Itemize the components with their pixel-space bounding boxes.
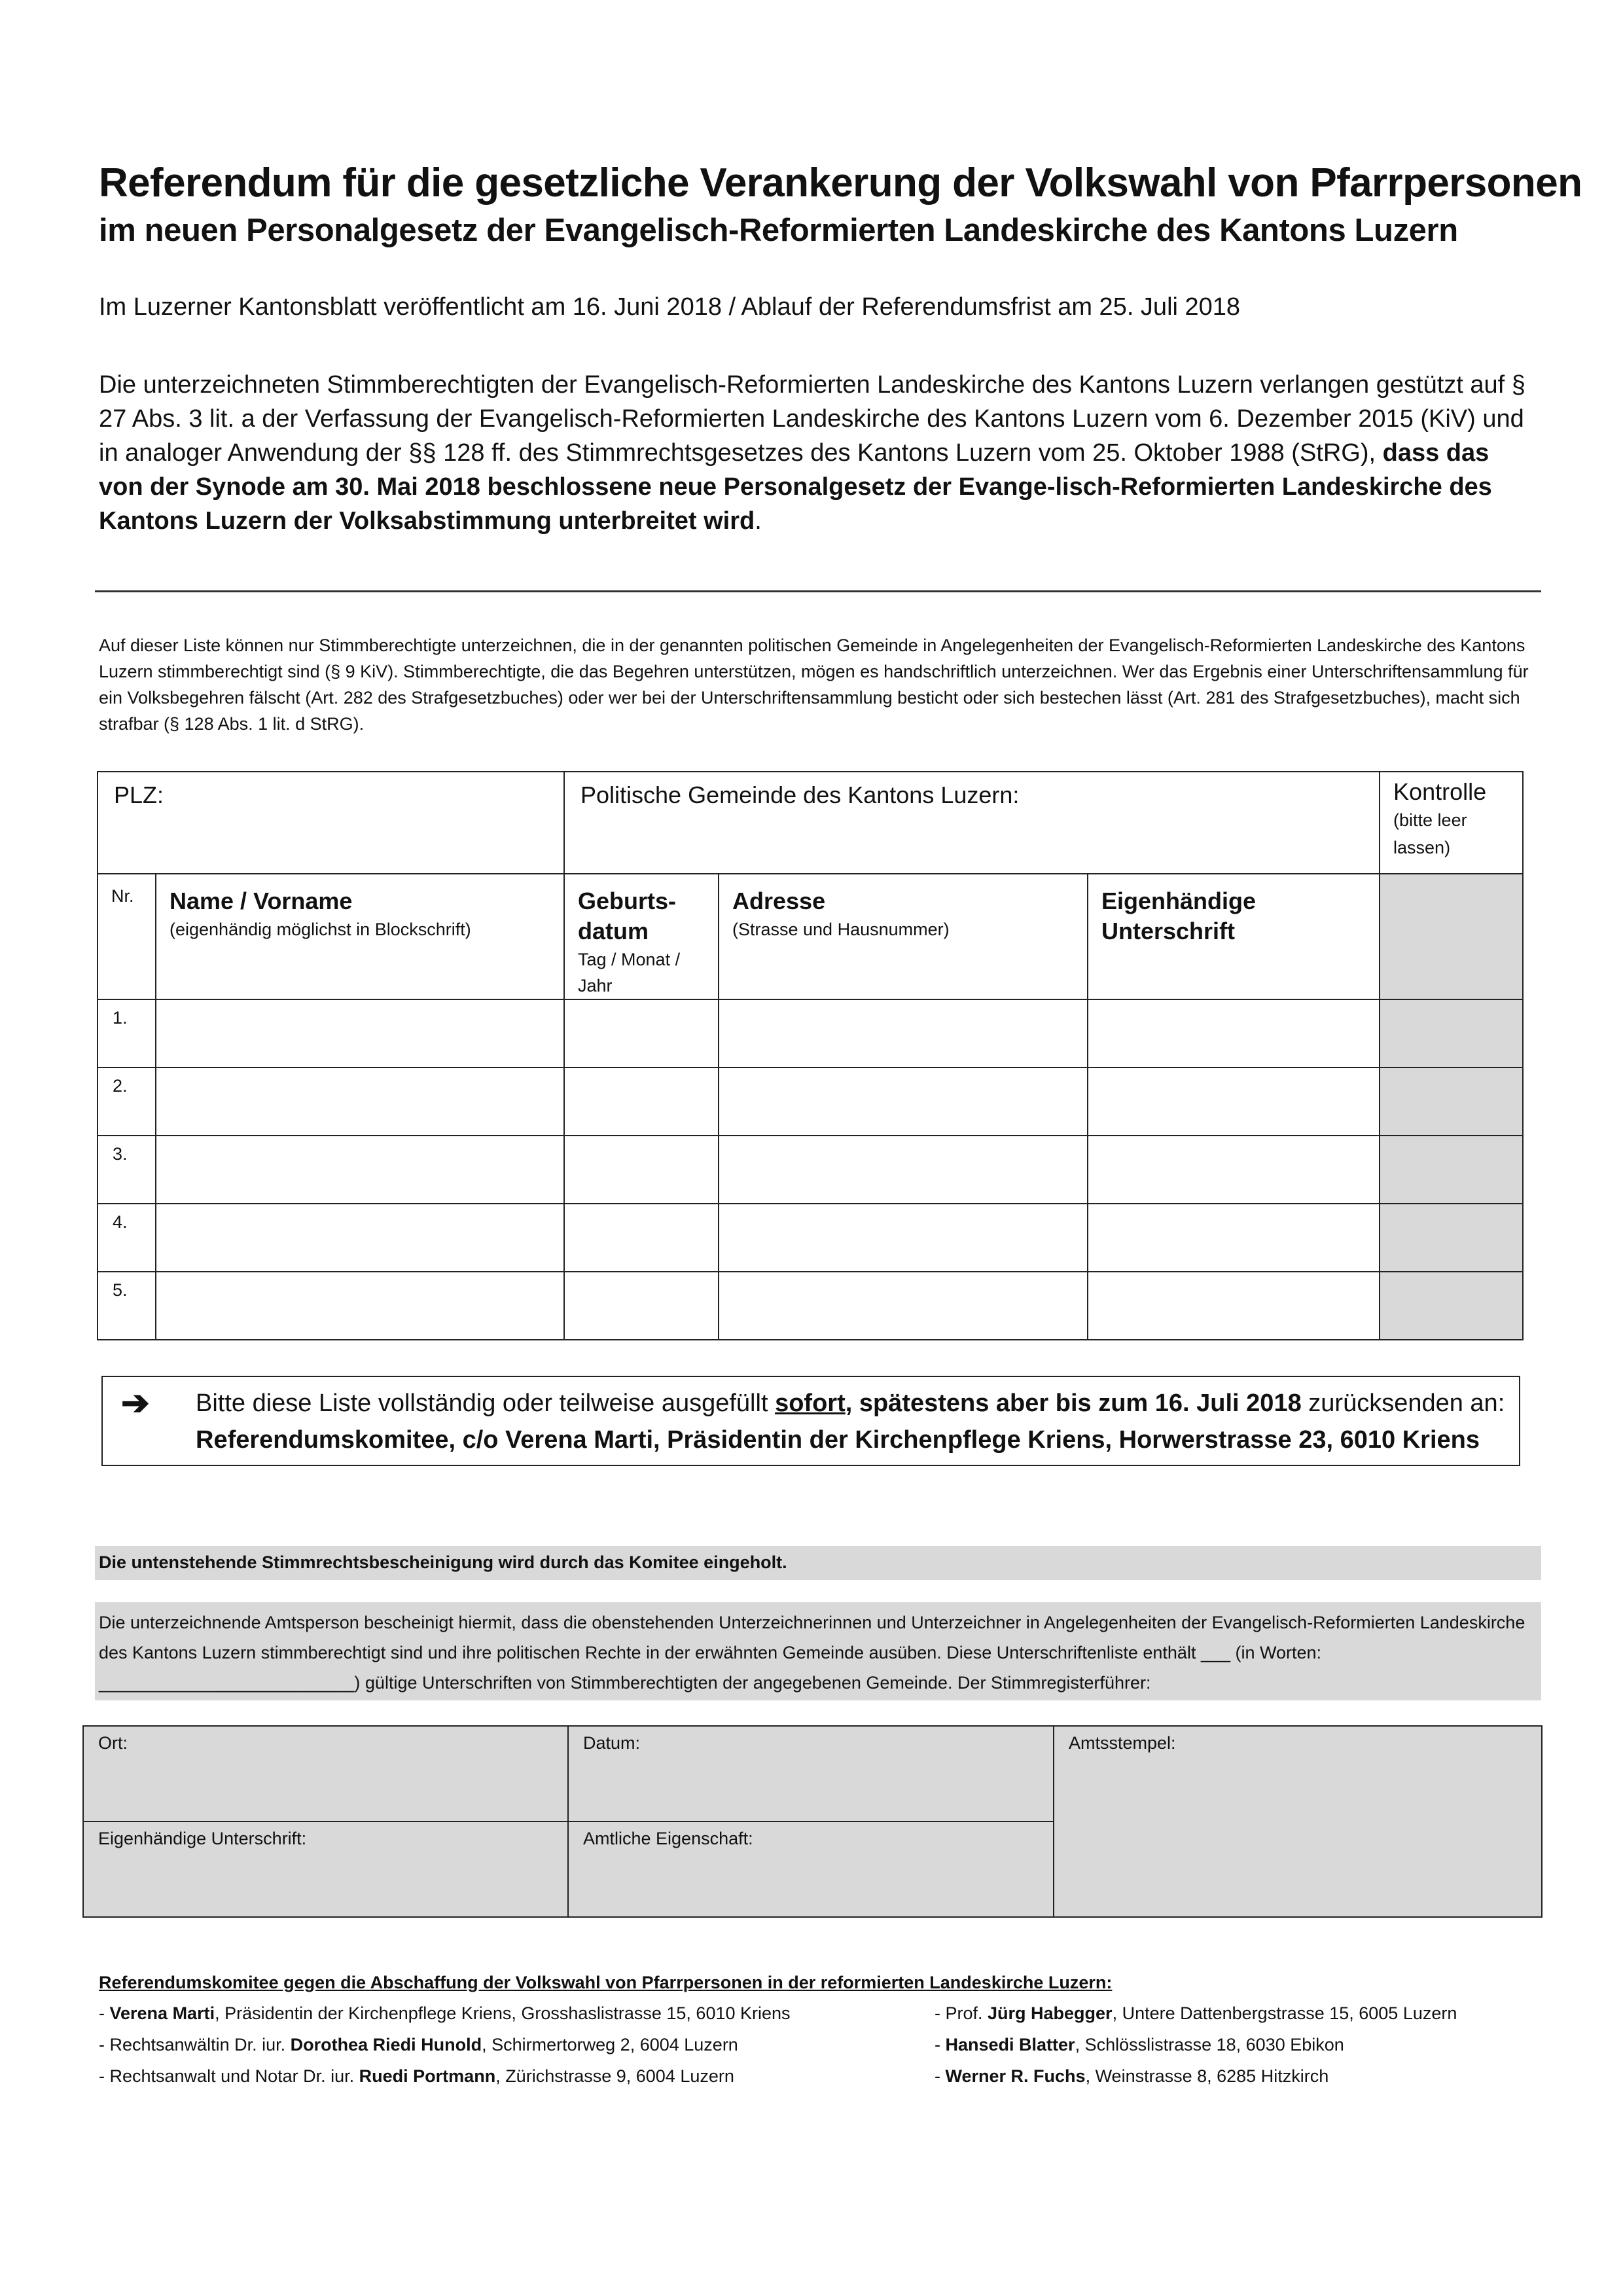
name-cell[interactable] <box>156 1136 564 1204</box>
committee-member <box>99 2060 791 2092</box>
intro-end: . <box>755 507 762 535</box>
committee-member <box>935 2029 1457 2060</box>
row-number <box>98 1204 156 1272</box>
signature-cell[interactable] <box>1088 999 1380 1067</box>
kontrolle-label: Kontrolle <box>1393 778 1487 805</box>
plz-label: PLZ: <box>114 781 164 808</box>
member-name: Verena Marti <box>109 2003 215 2023</box>
kontrolle-cell <box>1380 999 1523 1067</box>
return-text-c: zurücksenden an: <box>1301 1390 1505 1417</box>
signature-cell[interactable] <box>1088 1272 1380 1340</box>
intro-bold-text: dass das von der Synode am 30. Mai 2018 beschlossene neue Personalgesetz der Evange-lisch-Reformierten Landeskirche des Kantons Luzern der Volksabstimmung unterbreitet wird <box>99 439 1492 535</box>
amtliche-eigenschaft-label: Amtliche Eigenschaft: <box>583 1829 753 1848</box>
row-number <box>98 1272 156 1340</box>
member-prefix: - Rechtsanwältin Dr. iur. <box>99 2035 291 2054</box>
legal-notice: Auf dieser Liste können nur Stimmberechtigte unterzeichnen, die in der genannten politischen Gemeinde in Angelegenheiten der Evangelisch-Reformierten Landeskirche des Kantons Luzern stimmberechtigt sind (§ 9 KiV). Stimmberechtigte, die das Begehren unterstützen, mögen es handschriftlich unterzeichnen. Wer das Ergebnis einer Unterschriftensammlung für ein Volksbegehren fälscht (Art. 282 des Strafgesetzbuches) oder wer bei der Unterschriftensammlung besticht oder sich bestechen lässt (Art. 281 des Strafgesetzbuches), macht sich strafbar (§ 128 Abs. 1 lit. d StRG). <box>99 636 1529 734</box>
referendum-demand-text <box>99 368 1532 538</box>
datum-field[interactable] <box>568 1726 1054 1821</box>
col-header-unterschrift <box>1088 874 1380 999</box>
name-cell[interactable] <box>156 999 564 1067</box>
name-cell[interactable] <box>156 1204 564 1272</box>
committee-members-left <box>99 1998 791 2092</box>
address-cell[interactable] <box>719 1272 1088 1340</box>
member-prefix: - <box>99 2003 110 2023</box>
birthdate-cell[interactable] <box>564 1204 719 1272</box>
member-details: , Weinstrasse 8, 6285 Hitzkirch <box>1085 2066 1329 2086</box>
datum-label: Datum: <box>583 1733 641 1753</box>
divider <box>95 590 1541 592</box>
amtliche-eigenschaft-field[interactable] <box>568 1821 1054 1917</box>
member-prefix: - <box>935 2066 946 2086</box>
signature-cell[interactable] <box>1088 1067 1380 1136</box>
col-header-name <box>156 874 564 999</box>
return-instructions-box <box>101 1376 1520 1466</box>
geburt-header-note: Tag / Monat / Jahr <box>578 950 681 996</box>
committee-members-right <box>935 1998 1457 2092</box>
address-cell[interactable] <box>719 1204 1088 1272</box>
col-header-nr <box>98 874 156 999</box>
amtsstempel-field[interactable] <box>1054 1726 1542 1917</box>
return-instructions <box>196 1386 1505 1420</box>
kontrolle-note: (bitte leer lassen) <box>1393 810 1467 857</box>
kontrolle-cell <box>1380 874 1523 999</box>
publication-dates: Im Luzerner Kantonsblatt veröffentlicht am 16. Juni 2018 / Ablauf der Referendumsfrist am 25. Juli 2018 <box>99 293 1241 321</box>
signature-cell[interactable] <box>1088 1136 1380 1204</box>
member-prefix: - <box>935 2035 946 2054</box>
member-details: , Präsidentin der Kirchenpflege Kriens, Grosshaslistrasse 15, 6010 Kriens <box>215 2003 791 2023</box>
certification-text: Die unterzeichnende Amtsperson bescheinigt hiermit, dass die obenstehenden Unterzeichnerinnen und Unterzeichner in Angelegenheiten der Evangelisch-Reformierten Landeskirche des Kantons Luzern stimmberechtigt sind und ihre politischen Rechte in der erwähnten Gemeinde ausüben. Diese Unterschriftenliste enthält ___ (in Worten: __________________________) gültige Unterschriften von Stimmberechtigten der angegebenen Gemeinde. Der Stimmregisterführer: <box>95 1602 1541 1700</box>
signature-cell[interactable] <box>1088 1204 1380 1272</box>
ort-label: Ort: <box>98 1733 128 1753</box>
arrow-right-icon: ➔ <box>121 1384 150 1422</box>
gemeinde-label: Politische Gemeinde des Kantons Luzern: <box>580 781 1020 808</box>
name-cell[interactable] <box>156 1272 564 1340</box>
kontrolle-cell <box>1380 1204 1523 1272</box>
member-name: Ruedi Portmann <box>359 2066 496 2086</box>
name-header-note: (eigenhändig möglichst in Blockschrift) <box>169 920 471 939</box>
birthdate-cell[interactable] <box>564 999 719 1067</box>
member-name: Dorothea Riedi Hunold <box>290 2035 482 2054</box>
certification-heading: Die untenstehende Stimmrechtsbescheinigung wird durch das Komitee eingeholt. <box>95 1546 1541 1580</box>
col-header-adresse <box>719 874 1088 999</box>
member-name: Jürg Habegger <box>988 2003 1113 2023</box>
adresse-header: Adresse <box>732 888 826 914</box>
kontrolle-cell <box>1380 1067 1523 1136</box>
member-name: Werner R. Fuchs <box>945 2066 1086 2086</box>
member-name: Hansedi Blatter <box>945 2035 1075 2054</box>
member-details: , Schlösslistrasse 18, 6030 Ebikon <box>1075 2035 1344 2054</box>
member-prefix: - Prof. <box>935 2003 988 2023</box>
return-sofort: sofort <box>775 1390 846 1417</box>
gemeinde-field[interactable] <box>564 772 1380 874</box>
intro-normal-text: Die unterzeichneten Stimmberechtigten der Evangelisch-Reformierten Landeskirche des Kantons Luzern verlangen gestützt auf § 27 Abs. 3 lit. a der Verfassung der Evangelisch-Reformierten Landeskirche des Kantons Luzern vom 6. Dezember 2015 (KiV) und in analoger Anwendung der §§ 128 ff. des Stimmrechtsgesetzes des Kantons Luzern vom 25. Oktober 1988 (StRG), <box>99 371 1525 467</box>
kontrolle-cell <box>1380 1136 1523 1204</box>
member-details: , Schirmertorweg 2, 6004 Luzern <box>482 2035 738 2054</box>
member-prefix: - Rechtsanwalt und Notar Dr. iur. <box>99 2066 359 2086</box>
plz-field[interactable] <box>98 772 564 874</box>
return-address: Referendumskomitee, c/o Verena Marti, Präsidentin der Kirchenpflege Kriens, Horwerstrasse 23, 6010 Kriens <box>196 1426 1480 1454</box>
row-number-label: 4. <box>113 1212 128 1232</box>
birthdate-cell[interactable] <box>564 1067 719 1136</box>
nr-label: Nr. <box>111 886 134 906</box>
document-subtitle: im neuen Personalgesetz der Evangelisch-Reformierten Landeskirche des Kantons Luzern <box>99 213 1458 248</box>
member-details: , Zürichstrasse 9, 6004 Luzern <box>495 2066 734 2086</box>
row-number-label: 3. <box>113 1144 128 1164</box>
row-number <box>98 999 156 1067</box>
birthdate-cell[interactable] <box>564 1272 719 1340</box>
committee-member <box>935 2060 1457 2092</box>
row-number-label: 1. <box>113 1008 128 1028</box>
committee-title: Referendumskomitee gegen die Abschaffung der Volkswahl von Pfarrpersonen in der reformierten Landeskirche Luzern: <box>99 1973 1113 1992</box>
official-certification-table <box>82 1725 1543 1918</box>
row-number <box>98 1136 156 1204</box>
amtsstempel-label: Amtsstempel: <box>1069 1733 1176 1753</box>
kontrolle-header <box>1380 772 1523 874</box>
geburt-header: Geburts-datum <box>578 888 677 944</box>
address-cell[interactable] <box>719 1067 1088 1136</box>
unterschrift-header: Eigenhändige Unterschrift <box>1101 888 1257 944</box>
committee-member <box>99 2029 791 2060</box>
official-signature-label: Eigenhändige Unterschrift: <box>98 1829 307 1848</box>
kontrolle-cell <box>1380 1272 1523 1340</box>
row-number <box>98 1067 156 1136</box>
address-cell[interactable] <box>719 1136 1088 1204</box>
member-details: , Untere Dattenbergstrasse 15, 6005 Luzern <box>1112 2003 1457 2023</box>
row-number-label: 2. <box>113 1076 128 1096</box>
committee-member <box>935 1998 1457 2029</box>
return-text-a: Bitte diese Liste vollständig oder teilweise ausgefüllt <box>196 1390 776 1417</box>
official-signature-field[interactable] <box>83 1821 568 1917</box>
adresse-header-note: (Strasse und Hausnummer) <box>732 920 950 939</box>
signature-table <box>97 771 1524 1340</box>
col-header-geburt <box>564 874 719 999</box>
ort-field[interactable] <box>83 1726 568 1821</box>
return-deadline: , spätestens aber bis zum 16. Juli 2018 <box>845 1390 1302 1417</box>
name-header: Name / Vorname <box>169 888 353 914</box>
birthdate-cell[interactable] <box>564 1136 719 1204</box>
committee-member <box>99 1998 791 2029</box>
address-cell[interactable] <box>719 999 1088 1067</box>
row-number-label: 5. <box>113 1280 128 1300</box>
name-cell[interactable] <box>156 1067 564 1136</box>
document-title: Referendum für die gesetzliche Verankerung der Volkswahl von Pfarrpersonen <box>99 160 1582 206</box>
